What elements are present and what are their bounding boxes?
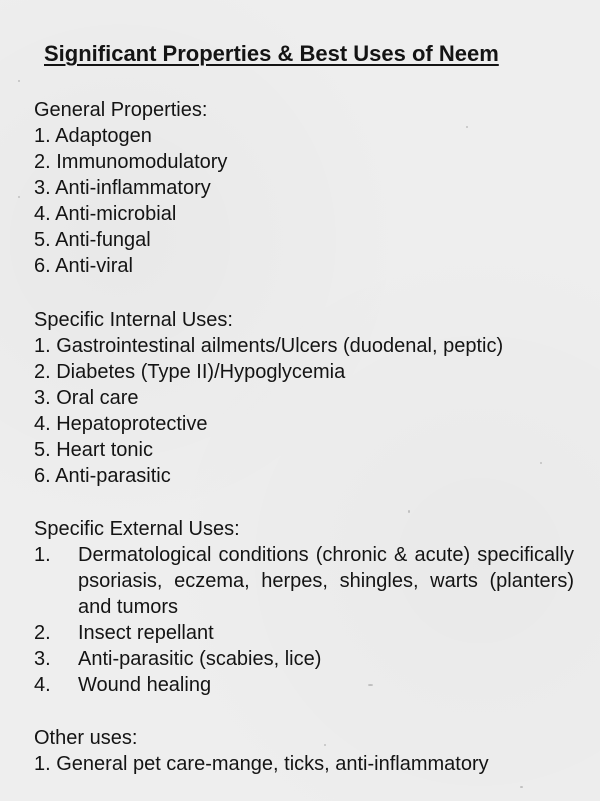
- item-number: 1.: [34, 544, 51, 566]
- scan-speck: [540, 462, 542, 464]
- list-item: 4. Anti-microbial: [34, 203, 177, 225]
- list-item: 1. Gastrointestinal ailments/Ulcers (duodenal, peptic): [34, 335, 504, 357]
- scan-speck: [466, 126, 468, 128]
- general-properties-section: [34, 97, 574, 279]
- list-item: [34, 646, 574, 672]
- list-item: 1. Adaptogen: [34, 125, 152, 147]
- item-number: 2.: [34, 622, 51, 644]
- item-number: 3.: [34, 648, 51, 670]
- section-heading: General Properties:: [34, 99, 208, 121]
- list-item: [34, 620, 574, 646]
- item-text: Wound healing: [78, 674, 212, 696]
- item-text: Insect repellant: [78, 622, 214, 644]
- list-item: 2. Immunomodulatory: [34, 151, 228, 173]
- scan-speck: [18, 80, 20, 82]
- section-heading: Other uses:: [34, 727, 138, 749]
- scan-speck: [324, 744, 326, 746]
- item-number: 4.: [34, 674, 51, 696]
- scan-speck: [520, 786, 523, 788]
- section-heading: Specific Internal Uses:: [34, 309, 233, 331]
- item-text: Dermatological conditions (chronic & acute) specifically psoriasis, eczema, herpes, shingles, warts (planters) and tumors: [78, 544, 574, 618]
- list-item: [34, 672, 574, 698]
- list-item: 1. General pet care-mange, ticks, anti-inflammatory: [34, 753, 489, 775]
- internal-uses-list: [34, 333, 574, 489]
- list-item: 5. Heart tonic: [34, 439, 153, 461]
- scan-speck: [408, 510, 410, 513]
- other-uses-list: [34, 751, 574, 777]
- list-item: 6. Anti-parasitic: [34, 465, 171, 487]
- list-item: 6. Anti-viral: [34, 255, 133, 277]
- scan-speck: [18, 196, 20, 198]
- other-uses-section: [34, 725, 574, 777]
- internal-uses-section: [34, 307, 574, 489]
- list-item: 5. Anti-fungal: [34, 229, 151, 251]
- list-item: 3. Oral care: [34, 387, 139, 409]
- section-heading: Specific External Uses:: [34, 518, 240, 540]
- external-uses-list: [34, 542, 574, 698]
- page-title: Significant Properties & Best Uses of Neem: [44, 41, 499, 66]
- scan-speck: [368, 684, 373, 686]
- list-item: 4. Hepatoprotective: [34, 413, 208, 435]
- list-item: [34, 542, 574, 620]
- list-item: 2. Diabetes (Type II)/Hypoglycemia: [34, 361, 346, 383]
- general-properties-list: [34, 123, 574, 279]
- item-text: Anti-parasitic (scabies, lice): [78, 648, 322, 670]
- external-uses-section: [34, 516, 574, 698]
- list-item: 3. Anti-inflammatory: [34, 177, 211, 199]
